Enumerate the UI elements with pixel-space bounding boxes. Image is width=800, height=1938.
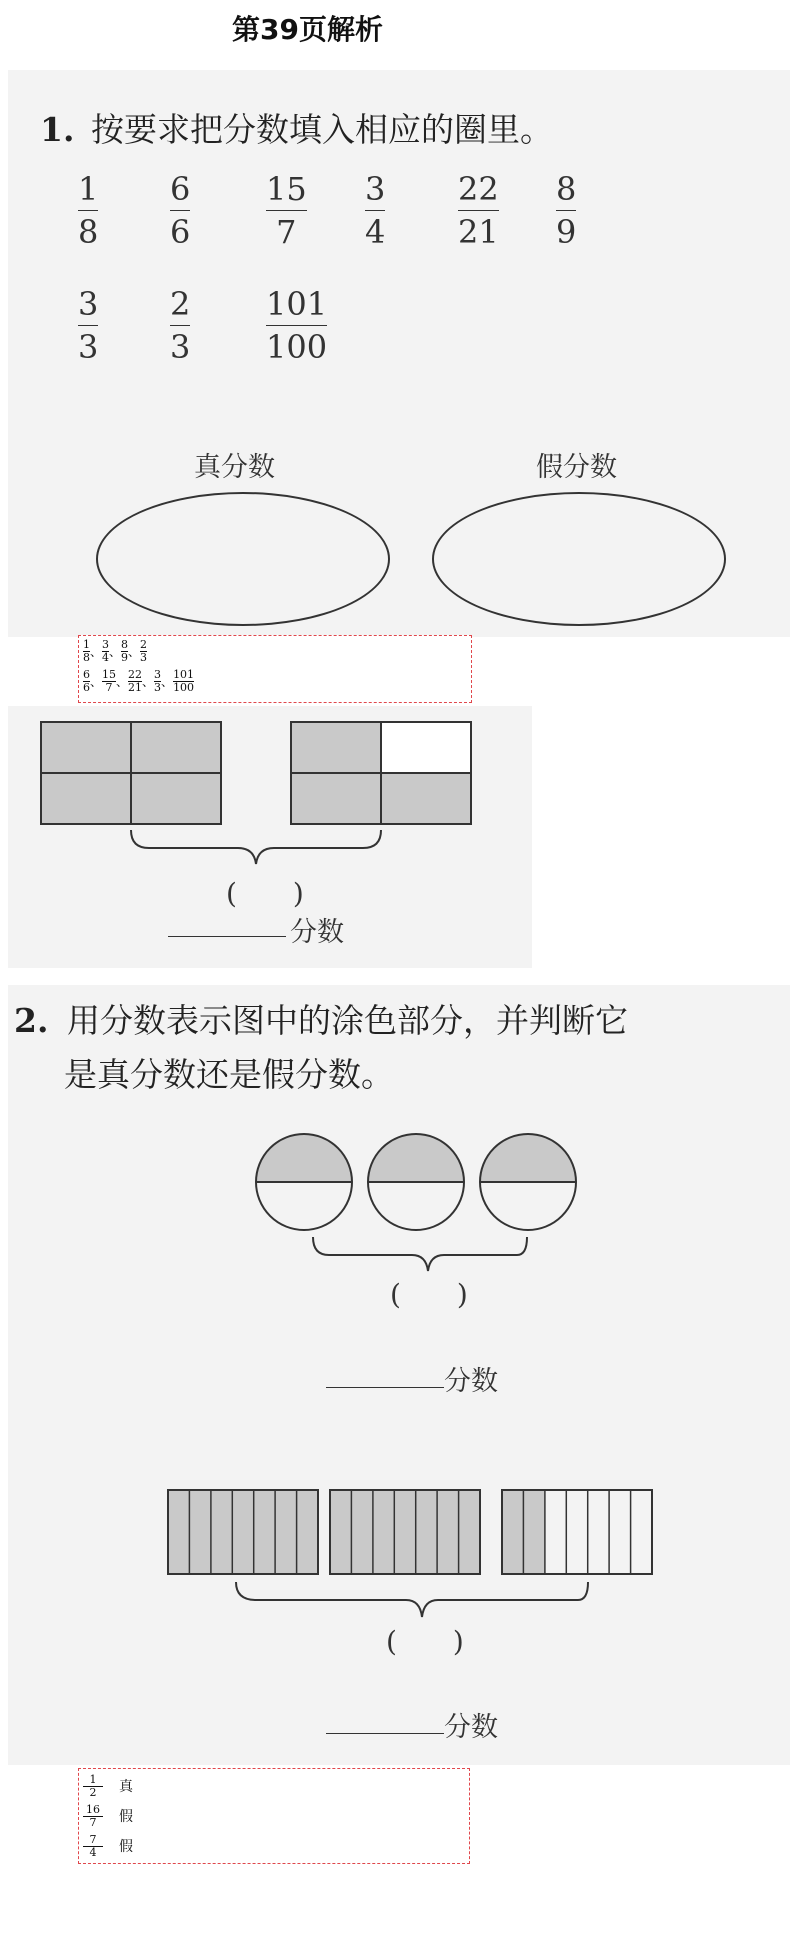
- fraction-bar: [556, 210, 576, 211]
- numerator: 3: [102, 638, 110, 651]
- answer-proper-list: [83, 639, 147, 664]
- fraction-item: [78, 170, 98, 251]
- denominator: 8: [78, 213, 99, 251]
- numerator: 8: [556, 170, 577, 208]
- fraction-item: [365, 170, 385, 251]
- numerator: 1: [78, 170, 99, 208]
- improper-fraction-ellipse: [432, 492, 726, 626]
- fraction-item: [458, 170, 499, 251]
- separator: 、: [90, 675, 103, 689]
- denominator: 7: [89, 1815, 97, 1829]
- fraction-bar: [170, 325, 190, 326]
- answer-row: [83, 1771, 465, 1801]
- brace-2: [313, 1237, 527, 1271]
- denominator: 8: [83, 651, 90, 664]
- brace-1: [131, 830, 381, 864]
- denominator: 3: [154, 681, 162, 694]
- denominator: 7: [105, 681, 113, 694]
- rect-grid-figure: [8, 706, 532, 968]
- q2b-blank[interactable]: [326, 1733, 444, 1734]
- denominator: 4: [365, 213, 386, 251]
- separator: 、: [90, 645, 103, 659]
- q1-fig-paren: ( ): [226, 877, 304, 910]
- fraction-bar: [365, 210, 385, 211]
- q1-number: 1.: [40, 110, 75, 149]
- q2b-paren: ( ): [386, 1625, 464, 1658]
- q2-prompt-line1: 用分数表示图中的涂色部分，并判断它: [66, 1001, 628, 1040]
- numerator: 3: [78, 285, 99, 323]
- q2-number: 2.: [14, 1001, 49, 1040]
- strip-b: [330, 1490, 480, 1574]
- q2-answer-box: [78, 1768, 470, 1864]
- denominator: 3: [170, 328, 191, 366]
- q2-prompt-line2: 是真分数还是假分数。: [64, 1055, 394, 1094]
- answer-type: 假: [119, 1809, 133, 1825]
- fraction-bar: [78, 325, 98, 326]
- answer-type: 真: [119, 1779, 133, 1795]
- answer-fraction: [83, 669, 90, 694]
- answer-fraction: [102, 669, 116, 694]
- denominator: 6: [83, 681, 90, 694]
- answer-fraction: [83, 1834, 103, 1859]
- numerator: 1: [83, 638, 90, 651]
- separator: 、: [116, 675, 129, 689]
- denominator: 21: [128, 681, 143, 694]
- circle-2: [368, 1134, 464, 1230]
- grid-b-cell-1: [291, 722, 381, 773]
- brace-3: [236, 1582, 588, 1617]
- fraction-row-2: [78, 285, 778, 375]
- denominator: 6: [170, 213, 191, 251]
- fraction-item: [78, 285, 98, 366]
- fraction-row-1: [78, 170, 778, 260]
- circle-1: [256, 1134, 352, 1230]
- numerator: 2: [140, 638, 148, 651]
- fraction-item: [170, 285, 190, 366]
- denominator: 4: [102, 651, 110, 664]
- denominator: 21: [458, 213, 499, 251]
- fraction-item: [266, 170, 307, 251]
- proper-fraction-label: 真分数: [194, 452, 275, 483]
- denominator: 4: [89, 1845, 97, 1859]
- fraction-bar: [78, 210, 98, 211]
- answer-fraction: [128, 669, 142, 694]
- grid-b-cell-4: [381, 773, 471, 824]
- fraction-item: [556, 170, 576, 251]
- denominator: 3: [78, 328, 99, 366]
- separator: 、: [109, 645, 122, 659]
- answer-type: 假: [119, 1839, 133, 1855]
- q2a-unit: 分数: [444, 1366, 498, 1397]
- numerator: 16: [86, 1802, 100, 1816]
- denominator: 2: [89, 1785, 97, 1799]
- denominator: 9: [121, 651, 129, 664]
- numerator: 15: [102, 668, 117, 681]
- grid-b-cell-3: [291, 773, 381, 824]
- answer-improper-list: [83, 669, 194, 694]
- answer-fraction: [173, 669, 194, 694]
- q2b-unit: 分数: [444, 1712, 498, 1743]
- q1-fig-unit: 分数: [290, 917, 344, 948]
- numerator: 8: [121, 638, 129, 651]
- circle-3: [480, 1134, 576, 1230]
- fraction-bar: [266, 210, 307, 211]
- numerator: 22: [458, 170, 499, 208]
- answer-fraction: [121, 639, 128, 664]
- answer-fraction: [154, 669, 161, 694]
- denominator: 9: [556, 213, 577, 251]
- fraction-bar: [458, 210, 499, 211]
- page-title: 第39页解析: [232, 13, 383, 46]
- denominator: 100: [173, 681, 195, 694]
- numerator: 101: [266, 285, 328, 323]
- q1-answer-box: [78, 635, 472, 703]
- answer-row: [83, 1831, 465, 1861]
- improper-fraction-label: 假分数: [536, 452, 617, 483]
- answer-fraction: [83, 1774, 103, 1799]
- answer-fraction: [83, 639, 90, 664]
- numerator: 3: [154, 668, 162, 681]
- answer-row: [83, 1801, 465, 1831]
- q1-figure-block: [8, 706, 532, 968]
- answer-fraction: [102, 639, 109, 664]
- q1-title: [40, 104, 553, 151]
- denominator: 7: [276, 213, 297, 251]
- separator: 、: [128, 645, 141, 659]
- q2a-paren: ( ): [390, 1278, 468, 1311]
- numerator: 1: [89, 1772, 97, 1786]
- fraction-item: [266, 285, 327, 366]
- numerator: 2: [170, 285, 191, 323]
- numerator: 101: [173, 668, 195, 681]
- numerator: 3: [365, 170, 386, 208]
- denominator: 3: [140, 651, 148, 664]
- separator: 、: [142, 675, 155, 689]
- separator: 、: [161, 675, 174, 689]
- grid-b-cell-2-unshaded: [381, 722, 471, 773]
- q1-fig-blank[interactable]: [168, 936, 286, 937]
- numerator: 6: [83, 668, 90, 681]
- numerator: 15: [266, 170, 307, 208]
- proper-fraction-ellipse: [96, 492, 390, 626]
- denominator: 100: [266, 328, 328, 366]
- numerator: 22: [128, 668, 143, 681]
- fraction-bar: [170, 210, 190, 211]
- q1-scan-block: [8, 70, 790, 637]
- answer-fraction: [140, 639, 147, 664]
- fraction-bar: [266, 325, 327, 326]
- q2-scan-block: [8, 985, 790, 1765]
- q1-prompt: 按要求把分数填入相应的圈里。: [90, 110, 553, 149]
- fraction-item: [170, 170, 190, 251]
- numerator: 6: [170, 170, 191, 208]
- numerator: 7: [89, 1832, 97, 1846]
- strip-a: [168, 1490, 318, 1574]
- strip-c: [502, 1490, 652, 1574]
- answer-fraction: [83, 1804, 103, 1829]
- q2a-blank[interactable]: [326, 1387, 444, 1388]
